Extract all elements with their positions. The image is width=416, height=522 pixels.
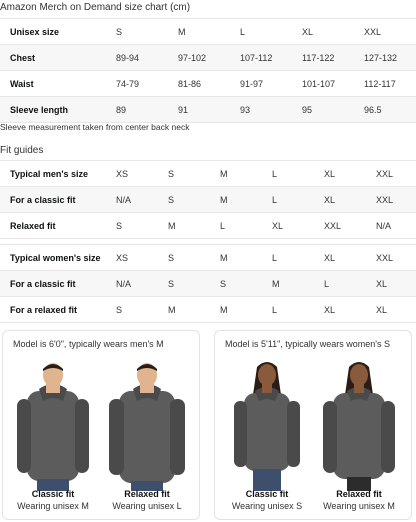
mens-model-title: Model is 6'0", typically wears men's M: [13, 339, 164, 349]
table-cell: 101-107: [292, 71, 354, 97]
table-cell: 107-112: [230, 45, 292, 71]
womens-classic-wearing-label: Wearing unisex S: [231, 501, 303, 511]
table-cell: N/A: [106, 271, 158, 297]
table-row: [0, 71, 416, 97]
table-cell: M: [210, 245, 262, 271]
womens-fit-table: [0, 244, 416, 323]
table-cell: 127-132: [354, 45, 416, 71]
womens-relaxed-wearing-label: Wearing unisex M: [323, 501, 395, 511]
row-label: For a classic fit: [0, 187, 106, 213]
row-label: Sleeve length: [0, 97, 106, 123]
size-chart-table: [0, 18, 416, 123]
table-row: [0, 297, 416, 323]
size-chart-header-row: [0, 19, 416, 45]
table-cell: XL: [262, 213, 314, 239]
table-cell: L: [262, 297, 314, 323]
table-cell: 89: [106, 97, 168, 123]
table-row: [0, 213, 416, 239]
table-cell: M: [210, 297, 262, 323]
table-cell: 91-97: [230, 71, 292, 97]
mens-fit-table: [0, 160, 416, 239]
mens-relaxed-fit-label: Relaxed fit: [124, 489, 170, 499]
table-cell: L: [262, 187, 314, 213]
table-cell: 74-79: [106, 71, 168, 97]
table-cell: XXL: [366, 245, 416, 271]
table-cell: S: [158, 161, 210, 187]
table-cell: XXL: [366, 187, 416, 213]
row-label: For a classic fit: [0, 271, 106, 297]
fit-guides-title: Fit guides: [0, 145, 44, 156]
table-cell: 89-94: [106, 45, 168, 71]
table-cell: XL: [314, 161, 366, 187]
table-cell: L: [210, 213, 262, 239]
table-cell: 95: [292, 97, 354, 123]
table-cell: S: [158, 271, 210, 297]
row-label: Typical women's size: [0, 245, 106, 271]
female-model-classic-fit-image: [227, 361, 307, 491]
row-label: Typical men's size: [0, 161, 106, 187]
table-cell: 93: [230, 97, 292, 123]
table-cell: XL: [314, 187, 366, 213]
mens-relaxed-wearing-label: Wearing unisex L: [112, 501, 182, 511]
table-cell: XL: [366, 297, 416, 323]
table-cell: 91: [168, 97, 230, 123]
table-cell: M: [210, 187, 262, 213]
table-cell: M: [210, 161, 262, 187]
header-cell: M: [168, 19, 230, 45]
table-cell: N/A: [106, 187, 158, 213]
table-cell: XS: [106, 245, 158, 271]
table-cell: S: [158, 245, 210, 271]
womens-relaxed-fit-label: Relaxed fit: [336, 489, 382, 499]
header-cell: Unisex size: [0, 19, 106, 45]
mens-classic-wearing-label: Wearing unisex M: [17, 501, 89, 511]
header-cell: L: [230, 19, 292, 45]
table-cell: L: [262, 245, 314, 271]
table-cell: 117-122: [292, 45, 354, 71]
table-row: [0, 97, 416, 123]
table-cell: XXL: [314, 213, 366, 239]
mens-model-card: [2, 330, 200, 520]
table-cell: S: [210, 271, 262, 297]
table-row: [0, 187, 416, 213]
table-cell: S: [106, 213, 158, 239]
womens-classic-fit-label: Classic fit: [245, 489, 289, 499]
size-chart-title: Amazon Merch on Demand size chart (cm): [0, 2, 191, 13]
row-label: Relaxed fit: [0, 213, 106, 239]
female-model-relaxed-fit-image: [319, 361, 399, 491]
table-row: [0, 271, 416, 297]
row-label: Chest: [0, 45, 106, 71]
table-cell: 81-86: [168, 71, 230, 97]
table-cell: 96.5: [354, 97, 416, 123]
table-cell: L: [262, 161, 314, 187]
table-cell: XXL: [366, 161, 416, 187]
header-cell: XXL: [354, 19, 416, 45]
table-row: [0, 45, 416, 71]
table-cell: M: [158, 297, 210, 323]
table-cell: L: [314, 271, 366, 297]
table-cell: S: [106, 297, 158, 323]
mens-classic-fit-label: Classic fit: [31, 489, 75, 499]
womens-model-title: Model is 5'11", typically wears women's S: [225, 339, 391, 349]
row-label: For a relaxed fit: [0, 297, 106, 323]
table-cell: 112-117: [354, 71, 416, 97]
table-row: [0, 161, 416, 187]
table-cell: M: [262, 271, 314, 297]
header-cell: S: [106, 19, 168, 45]
table-row: [0, 245, 416, 271]
table-cell: N/A: [366, 213, 416, 239]
header-cell: XL: [292, 19, 354, 45]
male-model-classic-fit-image: [13, 361, 93, 491]
womens-model-card: [214, 330, 412, 520]
table-cell: XS: [106, 161, 158, 187]
male-model-relaxed-fit-image: [107, 361, 187, 491]
table-cell: XL: [314, 297, 366, 323]
table-cell: XL: [314, 245, 366, 271]
row-label: Waist: [0, 71, 106, 97]
table-cell: 97-102: [168, 45, 230, 71]
sleeve-note: Sleeve measurement taken from center back neck: [0, 122, 190, 132]
table-cell: M: [158, 213, 210, 239]
table-cell: XL: [366, 271, 416, 297]
table-cell: S: [158, 187, 210, 213]
